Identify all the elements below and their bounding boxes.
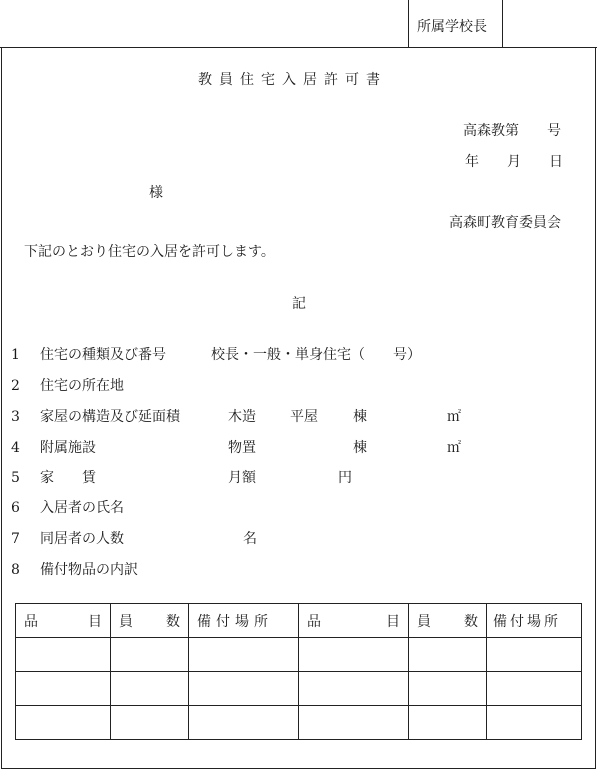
- table-cell[interactable]: [189, 638, 299, 672]
- item-label: 備付物品の内訳: [40, 562, 138, 578]
- item-number: 4: [11, 440, 20, 456]
- issue-date: 年 月 日: [465, 154, 563, 170]
- item-label: 附属施設: [40, 440, 96, 456]
- table-cell[interactable]: [409, 638, 487, 672]
- table-cell[interactable]: [487, 672, 582, 706]
- item-building-count: 棟: [353, 409, 367, 425]
- table-cell[interactable]: [409, 706, 487, 740]
- item-monthly: 月額: [228, 470, 256, 486]
- table-header-row: [16, 604, 582, 638]
- item-floors: 平屋: [290, 409, 318, 425]
- header-quantity: 員 数: [409, 604, 487, 638]
- item-number: 7: [11, 531, 20, 547]
- table-cell[interactable]: [111, 638, 189, 672]
- header-quantity: 員 数: [111, 604, 189, 638]
- item-label: 住宅の種類及び番号: [40, 347, 166, 363]
- item-label: 住宅の所在地: [40, 378, 124, 394]
- header-item-name: 品 目: [16, 604, 111, 638]
- item-label: 同居者の人数: [40, 531, 124, 547]
- stamp-divider: [502, 0, 503, 47]
- reference-number: 高森教第 号: [463, 123, 561, 139]
- table-cell[interactable]: [299, 706, 409, 740]
- table-cell[interactable]: [16, 706, 111, 740]
- table-cell[interactable]: [111, 706, 189, 740]
- item-label: 家 賃: [40, 470, 96, 486]
- item-structure: 木造: [228, 409, 256, 425]
- item-yen-unit: 円: [338, 470, 352, 486]
- item-building-count: 棟: [353, 440, 367, 456]
- principal-label: 所属学校長: [417, 19, 487, 35]
- table-cell[interactable]: [111, 672, 189, 706]
- table-row: [16, 672, 582, 706]
- item-number: 3: [11, 409, 20, 425]
- item-label: 家屋の構造及び延面積: [40, 409, 180, 425]
- equipment-table: [15, 603, 582, 740]
- item-number: 1: [11, 347, 20, 363]
- addressee-suffix: 様: [149, 185, 163, 201]
- table-cell[interactable]: [189, 706, 299, 740]
- table-row: [16, 638, 582, 672]
- table-cell[interactable]: [16, 638, 111, 672]
- table-row: [16, 706, 582, 740]
- document-title: 教員住宅入居許可書: [198, 72, 387, 88]
- table-cell[interactable]: [487, 638, 582, 672]
- header-item-name: 品 目: [299, 604, 409, 638]
- item-persons-unit: 名: [243, 531, 257, 547]
- table-cell[interactable]: [409, 672, 487, 706]
- header-location: 備付場所: [487, 604, 582, 638]
- header-location: 備付場所: [189, 604, 299, 638]
- item-area-unit: ㎡: [447, 409, 461, 425]
- item-value: 校長・一般・単身住宅（ 号）: [211, 347, 421, 363]
- table-cell[interactable]: [299, 638, 409, 672]
- ki-heading: 記: [292, 296, 306, 312]
- item-number: 5: [11, 470, 20, 486]
- item-facility: 物置: [228, 440, 256, 456]
- item-number: 8: [11, 562, 20, 578]
- table-cell[interactable]: [189, 672, 299, 706]
- item-number: 2: [11, 378, 20, 394]
- table-cell[interactable]: [299, 672, 409, 706]
- intro-text: 下記のとおり住宅の入居を許可します。: [24, 244, 275, 260]
- table-cell[interactable]: [16, 672, 111, 706]
- table-cell[interactable]: [487, 706, 582, 740]
- issuer-name: 高森町教育委員会: [449, 215, 561, 231]
- item-area-unit: ㎡: [447, 440, 461, 456]
- item-number: 6: [11, 500, 20, 516]
- item-label: 入居者の氏名: [40, 500, 124, 516]
- principal-stamp-box: [408, 0, 597, 48]
